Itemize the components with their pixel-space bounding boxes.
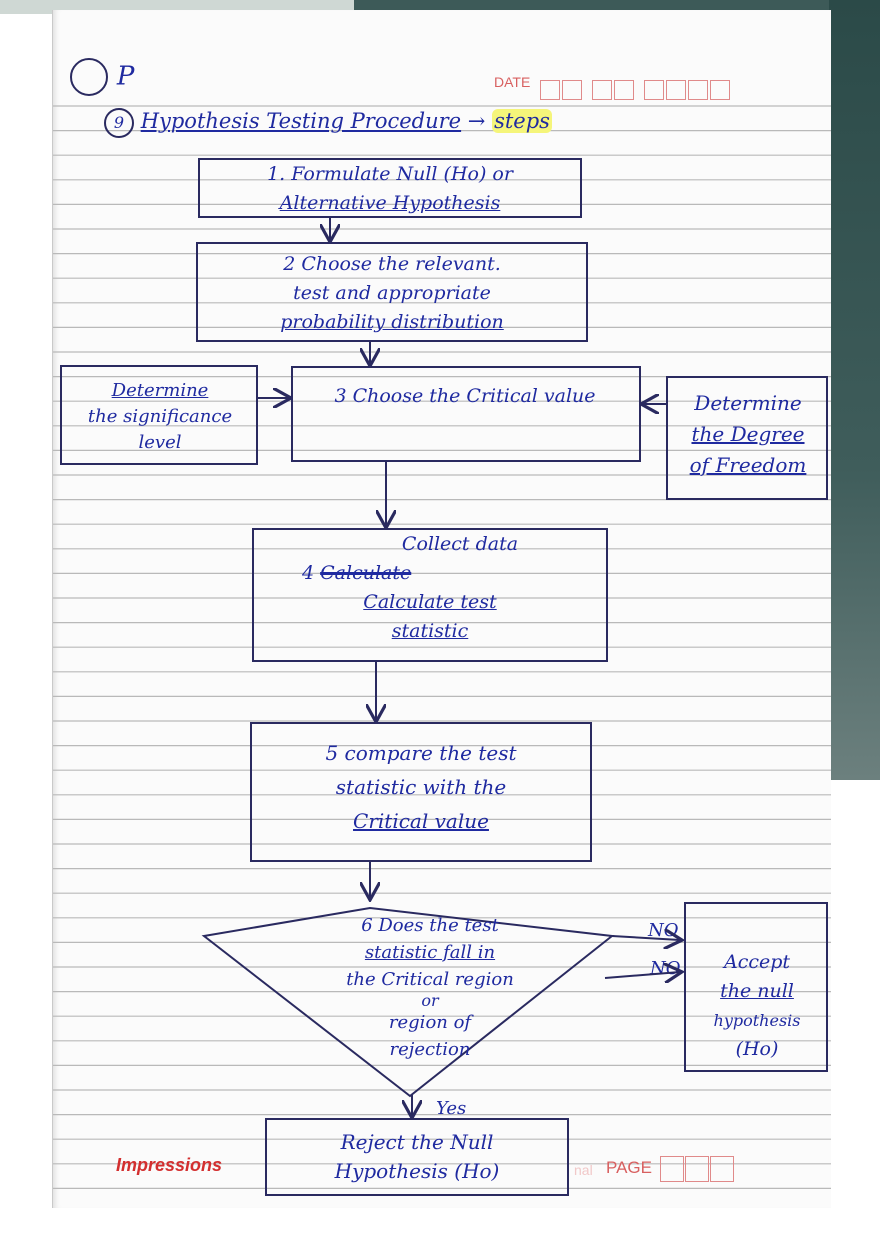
step6-line2: statistic fall in <box>364 942 496 963</box>
step1-line1: 1. Formulate Null (Ho) or <box>267 163 513 185</box>
significance-line1: Determine <box>111 380 209 401</box>
accept-line3: hypothesis <box>713 1011 801 1030</box>
step4-line2: Calculate test <box>363 591 497 613</box>
freedom-line2: the Degree <box>691 422 805 446</box>
step6-line1: 6 Does the test <box>361 915 499 936</box>
branch-yes: Yes <box>436 1098 467 1119</box>
step1-line2: Alternative Hypothesis <box>279 192 501 214</box>
reject-line1: Reject the Null <box>340 1130 494 1154</box>
step3-text: 3 Choose the Critical value <box>334 385 596 407</box>
branch-no-bottom: NO <box>650 958 681 979</box>
step4-number: 4 <box>302 562 315 584</box>
reject-line2: Hypothesis (Ho) <box>334 1159 500 1183</box>
step5-line3: Critical value <box>353 809 489 833</box>
step6-line4: or <box>421 991 439 1010</box>
step5-line2: statistic with the <box>335 775 507 799</box>
step5-line1: 5 compare the test <box>325 741 517 765</box>
corner-mark: P <box>70 58 134 96</box>
step4-line1: Collect data <box>401 533 519 555</box>
step2-line2: test and appropriate <box>293 282 491 304</box>
page-title: Hypothesis Testing Procedure <box>140 109 462 133</box>
step6-line5: region of <box>388 1012 472 1033</box>
title-suffix: steps <box>494 109 550 133</box>
step2-line1: 2 Choose the relevant. <box>283 253 501 275</box>
date-label: DATE <box>494 74 531 90</box>
faint-imprint: nal <box>574 1162 593 1178</box>
significance-line3: level <box>138 432 182 453</box>
step4-line3: statistic <box>391 620 469 642</box>
accept-line4: (Ho) <box>735 1038 779 1060</box>
accept-line2: the null <box>720 980 794 1002</box>
question-number-circle: 9 <box>104 108 134 138</box>
step2-line3: probability distribution <box>280 311 504 333</box>
freedom-line1: Determine <box>694 391 802 415</box>
branch-no-top: NO <box>648 920 679 941</box>
accept-line1: Accept <box>723 951 791 973</box>
page-label: PAGE <box>606 1158 652 1177</box>
step6-line3: the Critical region <box>346 969 514 990</box>
step4-struck-word: Calculate <box>320 562 412 584</box>
notebook-brand-logo: Impressions <box>116 1155 223 1175</box>
step6-line6: rejection <box>389 1039 471 1060</box>
arrow-right-icon: → <box>467 109 486 133</box>
significance-line2: the significance <box>87 406 233 427</box>
freedom-line3: of Freedom <box>689 453 807 477</box>
